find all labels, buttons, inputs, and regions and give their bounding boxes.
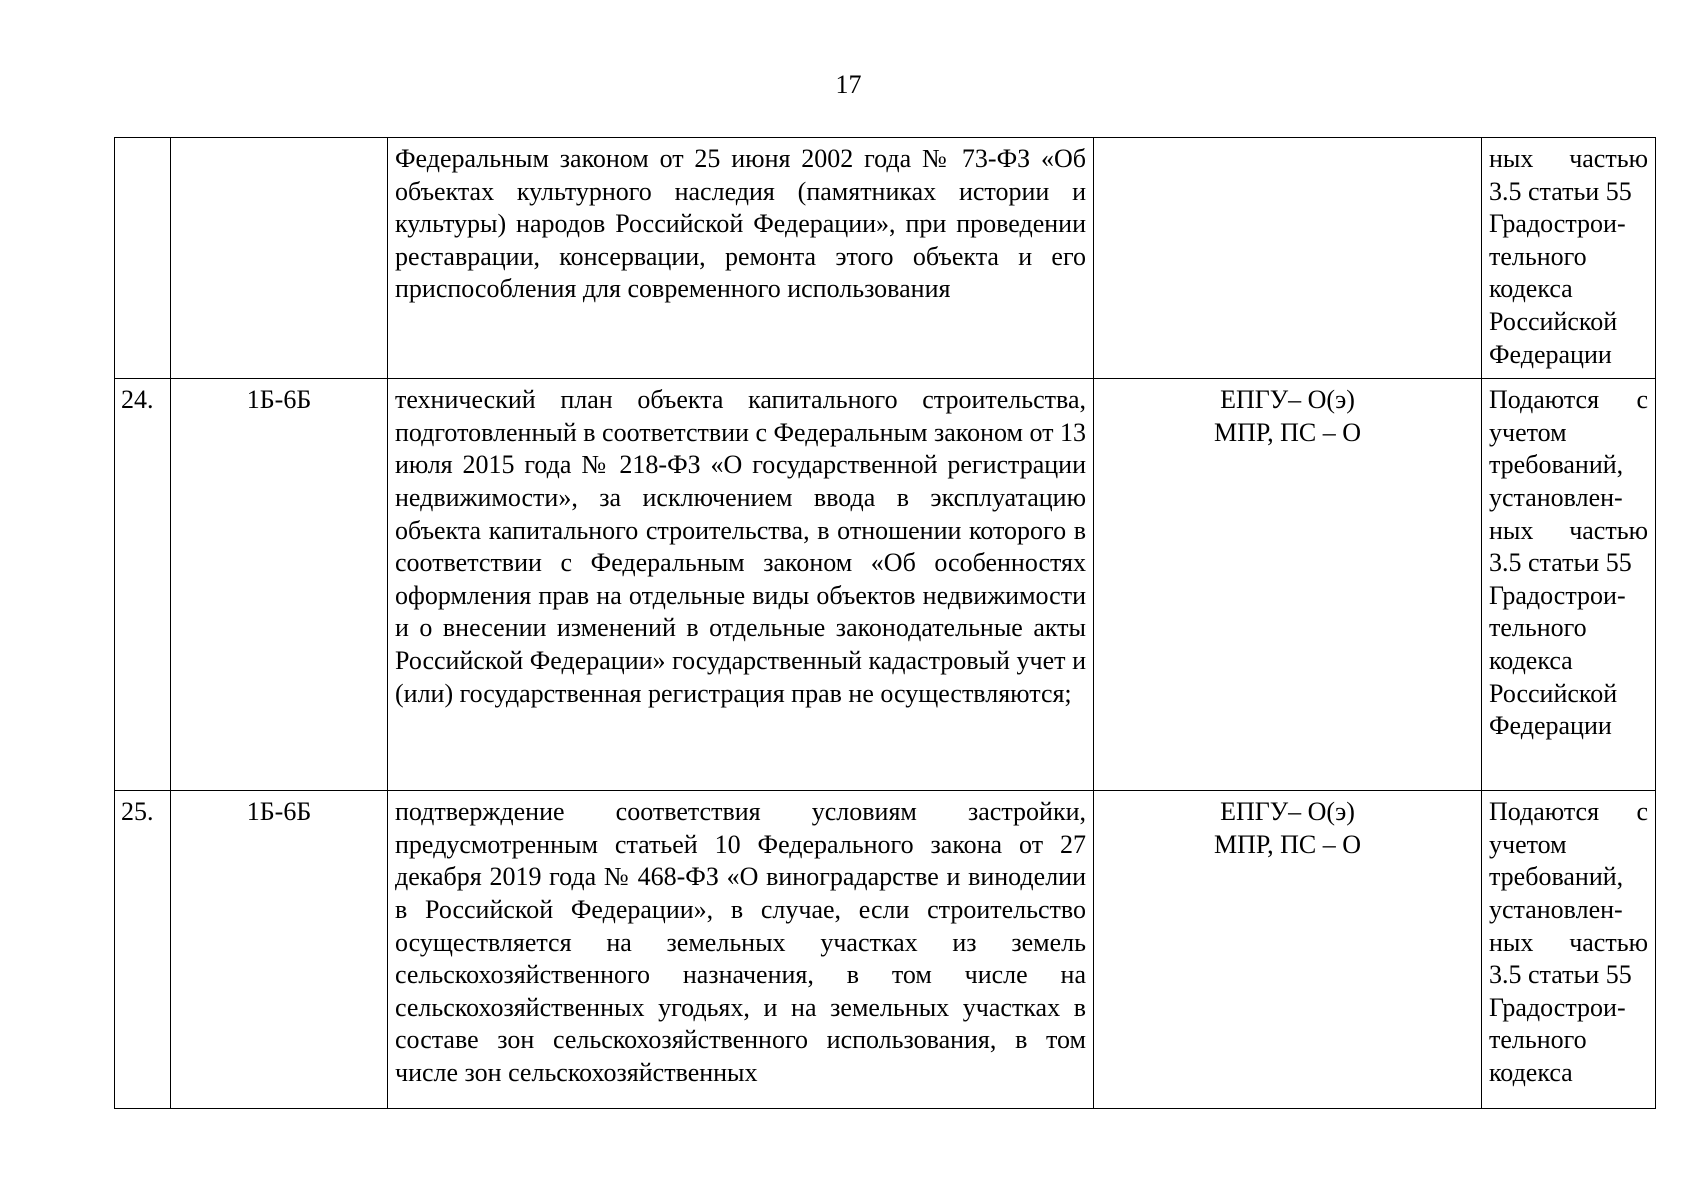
row-number: 25.: [115, 791, 171, 1109]
note-line: ных частью: [1489, 515, 1648, 545]
note-line: требований,: [1489, 450, 1624, 480]
note-line: учетом: [1489, 417, 1567, 447]
note-line: кодекса: [1489, 274, 1573, 304]
note-line: Подаются с: [1489, 385, 1648, 415]
note-line: тельного: [1489, 1025, 1587, 1055]
note-line: 3.5 статьи 55: [1489, 960, 1632, 990]
note-line: 3.5 статьи 55: [1489, 548, 1632, 578]
note-line: ных частью: [1489, 144, 1648, 173]
row-number: [115, 138, 171, 379]
note-line: требований,: [1489, 862, 1624, 892]
note-line: ных частью: [1489, 927, 1648, 957]
note-cell: [1482, 791, 1656, 1109]
table-row: [115, 379, 1656, 791]
note-line: Подаются с: [1489, 797, 1648, 827]
format-line: ЕПГУ– О(э): [1220, 385, 1355, 415]
note-cell: [1482, 379, 1656, 791]
table-row: [115, 138, 1656, 379]
table-row: [115, 791, 1656, 1109]
note-line: Российской: [1489, 678, 1618, 708]
note-line: тельного: [1489, 241, 1587, 271]
note-line: Градострои-: [1489, 209, 1626, 239]
note-line: установлен-: [1489, 482, 1623, 512]
note-line: Градострои-: [1489, 580, 1626, 610]
row-code: 1Б-6Б: [171, 379, 388, 791]
note-line: Федерации: [1489, 339, 1612, 369]
note-line: тельного: [1489, 613, 1587, 643]
document-description: подтверждение соответствия условиям застройки, предусмотренным статьей 10 Федерального закона от 27 декабря 2019 года № 468-ФЗ «О виноградарстве и виноделии в Российской Федерации», в случае, если строительство осуществляется на земельных участках из земель сельскохозяйственного назначения, в том числе на сельскохозяйственных угодьях, и на земельных участках в составе зон сельскохозяйственного использования, в том числе зон сельскохозяйственных: [388, 791, 1094, 1109]
note-line: кодекса: [1489, 1057, 1573, 1087]
note-line: Федерации: [1489, 711, 1612, 741]
document-description: Федеральным законом от 25 июня 2002 года № 73-ФЗ «Об объектах культурного наследия (памятниках истории и культуры) народов Российской Федерации», при проведении реставрации, консервации, ремонта этого объекта и его приспособления для современного использования: [388, 138, 1094, 379]
note-line: кодекса: [1489, 645, 1573, 675]
note-line: 3.5 статьи 55: [1489, 176, 1632, 206]
row-code: [171, 138, 388, 379]
submission-format: [1094, 138, 1482, 379]
row-code: 1Б-6Б: [171, 791, 388, 1109]
row-number: 24.: [115, 379, 171, 791]
note-line: установлен-: [1489, 894, 1623, 924]
note-cell: [1482, 138, 1656, 379]
format-line: ЕПГУ– О(э): [1220, 797, 1355, 827]
page-number: 17: [835, 70, 862, 99]
note-line: учетом: [1489, 829, 1567, 859]
note-line: Градострои-: [1489, 992, 1626, 1022]
submission-format: [1094, 791, 1482, 1109]
document-table: [114, 137, 1656, 1109]
document-description: технический план объекта капитального строительства, подготовленный в соответствии с Федеральным законом от 13 июля 2015 года № 218-ФЗ «О государственной регистрации недвижимости», за исключением ввода в эксплуатацию объекта капитального строительства, в отношении которого в соответствии с Федеральным законом «Об особенностях оформления прав на отдельные виды объектов недвижимости и о внесении изменений в отдельные законодательные акты Российской Федерации» государственный кадастровый учет и (или) государственная регистрация прав не осуществляются;: [388, 379, 1094, 791]
note-line: Российской: [1489, 306, 1618, 336]
format-line: МПР, ПС – О: [1214, 417, 1361, 447]
submission-format: [1094, 379, 1482, 791]
format-line: МПР, ПС – О: [1214, 829, 1361, 859]
